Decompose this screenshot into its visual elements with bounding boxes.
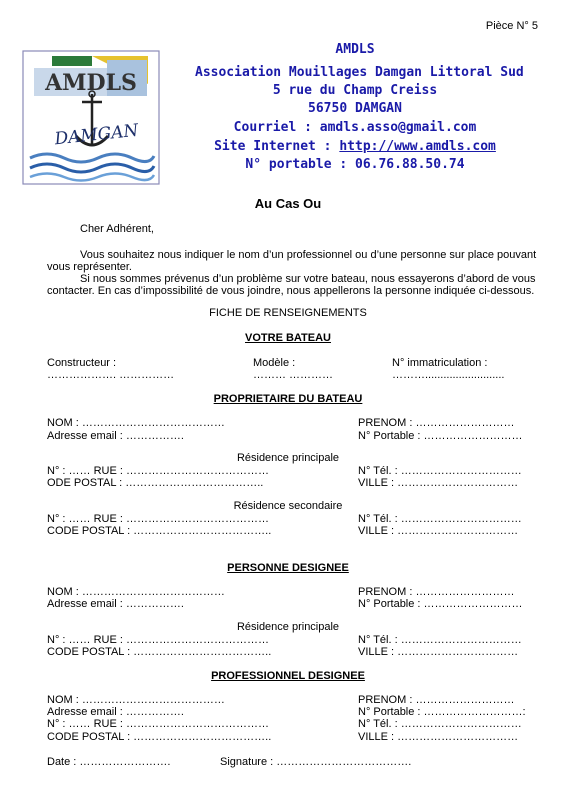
org-name: Association Mouillages Damgan Littoral Sud [195,65,524,80]
org-email: Courriel : amdls.asso@gmail.com [233,120,477,135]
professionnel-rue[interactable]: N° : …… RUE : ………………………………… [47,718,269,730]
personne-rue[interactable]: N° : …… RUE : ………………………………… [47,634,269,646]
proprietaire-res-principale: Résidence principale [236,452,340,464]
personne-heading: PERSONNE DESIGNEE [227,562,349,574]
proprietaire-res-secondaire: Résidence secondaire [233,500,343,512]
para1-line2: vous représenter. [47,261,132,273]
proprietaire-prenom[interactable]: PRENOM : ……………………… [358,417,515,429]
proprietaire-ville2[interactable]: VILLE : …………………………… [358,525,519,537]
personne-email[interactable]: Adresse email : ……………. [47,598,184,610]
personne-nom[interactable]: NOM : ………………………………… [47,586,225,598]
modele-label: Modèle : [253,357,296,369]
site-link[interactable]: http://www.amdls.com [339,139,496,154]
org-city: 56750 DAMGAN [308,101,402,116]
proprietaire-rue1[interactable]: N° : …… RUE : ………………………………… [47,465,269,477]
constructeur-field[interactable]: ………………. …………… [47,369,175,381]
personne-portable[interactable]: N° Portable : ……………………… [358,598,523,610]
constructeur-label: Constructeur : [47,357,117,369]
amdls-logo [22,50,160,185]
proprietaire-heading: PROPRIETAIRE DU BATEAU [213,393,363,405]
proprietaire-cp1[interactable]: ODE POSTAL : ……………………………….. [47,477,264,489]
proprietaire-rue2[interactable]: N° : …… RUE : ………………………………… [47,513,269,525]
para2-line1: Si nous sommes prévenus d’un problème sur votre bateau, nous essayerons d’abord de vous [80,273,536,285]
professionnel-prenom[interactable]: PRENOM : ……………………… [358,694,515,706]
personne-ville[interactable]: VILLE : …………………………… [358,646,519,658]
personne-tel[interactable]: N° Tél. : …………………………… [358,634,522,646]
org-site [205,139,505,154]
fiche-heading: FICHE DE RENSEIGNEMENTS [209,307,367,319]
personne-res-principale: Résidence principale [236,621,340,633]
votre-bateau-heading: VOTRE BATEAU [245,332,331,344]
personne-prenom[interactable]: PRENOM : ……………………… [358,586,515,598]
proprietaire-tel2[interactable]: N° Tél. : …………………………… [358,513,522,525]
professionnel-ville[interactable]: VILLE : …………………………… [358,731,519,743]
proprietaire-cp2[interactable]: CODE POSTAL : ……………………………….. [47,525,272,537]
logo-bottom-text: DAMGAN [53,120,140,150]
date-field[interactable]: Date : ……………………. [47,756,171,768]
professionnel-heading: PROFESSIONNEL DESIGNEE [211,670,365,682]
logo-top-text: AMDLS [45,70,137,96]
para2-line2: contacter. En cas d’impossibilité de vous joindre, nous appellerons la personne indiquée ci-dessous. [47,285,535,297]
greeting: Cher Adhérent, [80,223,154,235]
professionnel-tel[interactable]: N° Tél. : …………………………… [358,718,522,730]
page-number: Pièce N° 5 [485,20,538,32]
org-phone: N° portable : 06.76.88.50.74 [245,157,465,172]
professionnel-cp[interactable]: CODE POSTAL : ……………………………….. [47,731,272,743]
org-street: 5 rue du Champ Creiss [272,83,438,98]
proprietaire-ville1[interactable]: VILLE : …………………………… [358,477,519,489]
immat-label: N° immatriculation : [392,357,488,369]
professionnel-portable[interactable]: N° Portable : ………………………: [358,706,526,718]
professionnel-nom[interactable]: NOM : ………………………………… [47,694,225,706]
page-title: Au Cas Ou [254,196,322,211]
modele-field[interactable]: ……… ………… [253,369,334,381]
site-label: Site Internet : [214,139,340,154]
personne-cp[interactable]: CODE POSTAL : ……………………………….. [47,646,272,658]
immat-field[interactable]: ……….......................... [392,369,505,381]
proprietaire-portable[interactable]: N° Portable : ……………………… [358,430,523,442]
professionnel-email[interactable]: Adresse email : ……………. [47,706,184,718]
proprietaire-tel1[interactable]: N° Tél. : …………………………… [358,465,522,477]
org-short: AMDLS [335,42,375,57]
proprietaire-nom[interactable]: NOM : ………………………………… [47,417,225,429]
proprietaire-email[interactable]: Adresse email : ……………. [47,430,184,442]
signature-field[interactable]: Signature : ………………………………. [220,756,412,768]
para1-line1: Vous souhaitez nous indiquer le nom d’un professionnel ou d’une personne sur place pouvant [80,249,537,261]
